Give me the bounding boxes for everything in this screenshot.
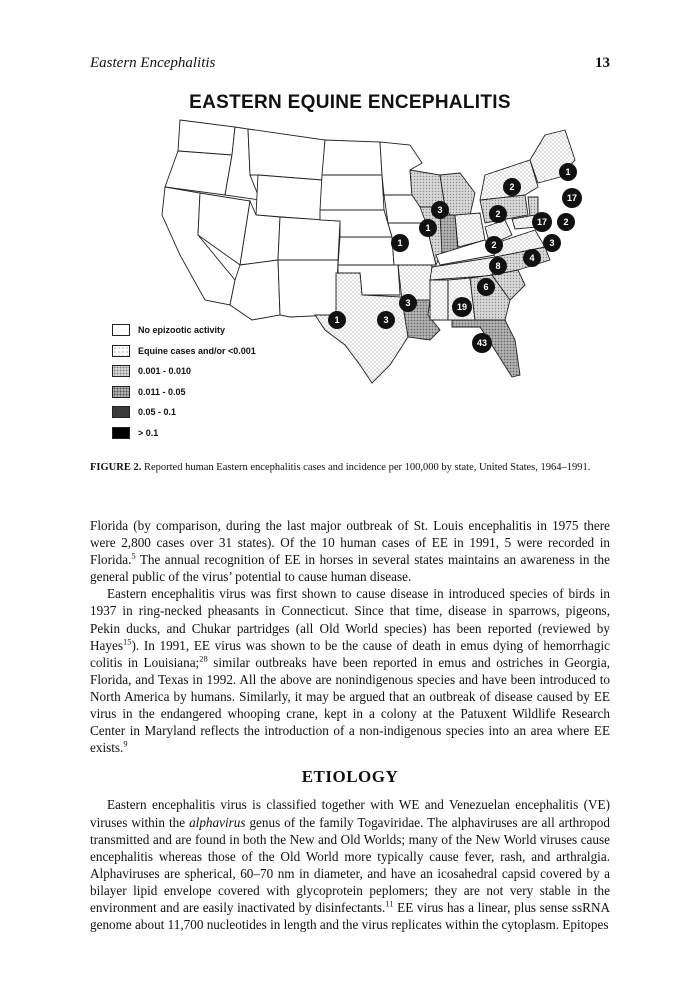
case-marker: [503, 178, 521, 196]
legend-item: [112, 361, 312, 382]
figure-title: EASTERN EQUINE ENCEPHALITIS: [189, 92, 511, 113]
state-washington: [178, 120, 235, 155]
state-new-mexico: [278, 260, 338, 317]
state-wyoming: [256, 175, 322, 220]
case-marker: [543, 234, 561, 252]
case-marker: [452, 297, 472, 317]
case-marker: [377, 311, 395, 329]
state-kansas: [338, 237, 394, 265]
legend-label: 0.011 - 0.05: [138, 386, 186, 397]
case-marker-label: 17: [536, 217, 548, 227]
figure-caption: [90, 462, 610, 473]
reference-superscript: 5: [131, 550, 136, 561]
legend-item: [112, 341, 312, 362]
body-text: [90, 517, 610, 933]
legend-item: [112, 320, 312, 341]
case-marker: [562, 188, 582, 208]
legend-label: No epizootic activity: [138, 325, 226, 336]
case-marker-label: 8: [495, 261, 501, 271]
state-arizona: [230, 260, 280, 320]
reference-superscript: 11: [385, 898, 394, 909]
case-marker-label: 2: [563, 217, 569, 227]
case-marker-label: 3: [437, 205, 443, 215]
legend-item: [112, 423, 312, 444]
state-south-dakota: [320, 175, 384, 210]
running-head-title: Eastern Encephalitis: [90, 55, 216, 71]
case-marker: [532, 212, 552, 232]
running-head: [90, 55, 610, 75]
case-marker-label: 3: [383, 315, 389, 325]
legend-item: [112, 382, 312, 403]
case-marker-label: 1: [334, 315, 340, 325]
case-marker: [477, 278, 495, 296]
case-marker-label: 43: [476, 338, 488, 348]
legend-swatch: [112, 406, 130, 418]
legend-item: [112, 402, 312, 423]
case-marker-label: 2: [495, 209, 501, 219]
paragraph: Florida (by comparison, during the last major outbreak of St. Louis encephalitis in 1975 there were 2,800 cases over 31 states). Of the 10 human cases of EE in 1991, 5 were recorded in Florida.$^5$ The annual recognition of EE in horses in several states maintains an awareness in the general public of the virus’ potential to cause human disease.: [90, 518, 610, 585]
case-marker-label: 3: [549, 238, 555, 248]
reference-superscript: 28: [199, 653, 208, 664]
case-marker-label: 1: [397, 238, 403, 248]
case-marker: [472, 333, 492, 353]
map-legend: [112, 320, 312, 443]
reference-superscript: 15: [122, 636, 132, 647]
legend-label: 0.05 - 0.1: [138, 407, 177, 418]
state-arkansas: [398, 265, 432, 300]
case-marker: [557, 213, 575, 231]
case-marker: [485, 236, 503, 254]
case-marker-label: 1: [565, 167, 571, 177]
legend-swatch: [112, 324, 130, 336]
paragraph: Eastern encephalitis virus is classified together with WE and Venezuelan encephalitis (VE) viruses within the alphavirus genus of the family Togaviridae. The alphaviruses are all arthropod transmitted and are found in both the New and Old Worlds; many of the New World viruses cause encephalitis whereas those of the Old World more typically cause fever, rash, and arthralgia. Alphaviruses are spherical, 60–70 nm in diameter, and have an icosahedral capsid covered by a bilayer lipid envelope covered with glycoprotein peplomers; they are not very stable in the environment and are easily inactivated by disinfectants.$^{11}$ EE virus has a linear, plus sense ssRNA genome about 11,700 nucleotides in length and the virus replicates within the cytoplasm. Epitopes: [90, 797, 610, 933]
legend-swatch: [112, 427, 130, 439]
case-marker: [489, 257, 507, 275]
paragraph: Eastern encephalitis virus was first shown to cause disease in introduced species of birds in 1937 in ring-necked pheasants in Connecticut. Since that time, disease in sparrows, pigeons, Pekin ducks, and Chukar partridges (all Old World species) has been reported (reviewed by Hayes$^{15}$). In 1991, EE virus was shown to be the cause of death in emus dying of hemorrhagic colitis in Louisiana;$^{28}$ similar outbreaks have been reported in emus and ostriches in Georgia, Florida, and Texas in 1992. All the above are nonindigenous species and have been introduced to North America by humans. Similarly, it may be argued that an outbreak of disease caused by EE virus in the endangered whooping crane, kept in a colony at the Patuxent Wildlife Research Center in Maryland reflects the introduction of a non-indigenous species into an area where EE exists.$^9$: [90, 586, 610, 756]
case-marker: [328, 311, 346, 329]
case-marker: [489, 205, 507, 223]
legend-swatch: [112, 365, 130, 377]
state-colorado: [278, 217, 340, 260]
case-marker-label: 3: [405, 298, 411, 308]
legend-label: 0.001 - 0.010: [138, 366, 192, 377]
state-montana: [248, 129, 325, 180]
case-marker: [523, 249, 541, 267]
case-marker-label: 4: [529, 253, 535, 263]
case-marker-label: 2: [491, 240, 497, 250]
genus-name: alphavirus: [189, 814, 246, 830]
reference-superscript: 9: [123, 738, 128, 749]
caption-text: Reported human Eastern encephalitis cases and incidence per 100,000 by state, United States, 1964–1991.: [143, 462, 591, 473]
case-marker: [391, 234, 409, 252]
case-marker-label: 2: [509, 182, 515, 192]
state-north-dakota: [322, 140, 382, 175]
page-number: 13: [595, 55, 610, 71]
case-marker-label: 17: [566, 193, 578, 203]
section-heading: ETIOLOGY: [301, 767, 399, 787]
case-marker: [419, 219, 437, 237]
case-marker: [431, 201, 449, 219]
legend-label: Equine cases and/or <0.001: [138, 345, 256, 356]
legend-swatch: [112, 345, 130, 357]
case-marker-label: 19: [456, 302, 468, 312]
legend-label: > 0.1: [138, 427, 159, 438]
caption-label: FIGURE 2.: [90, 462, 142, 473]
case-marker: [399, 294, 417, 312]
case-marker-label: 1: [425, 223, 431, 233]
state-mississippi: [430, 280, 448, 320]
case-marker: [559, 163, 577, 181]
case-marker-label: 6: [483, 282, 489, 292]
legend-swatch: [112, 386, 130, 398]
